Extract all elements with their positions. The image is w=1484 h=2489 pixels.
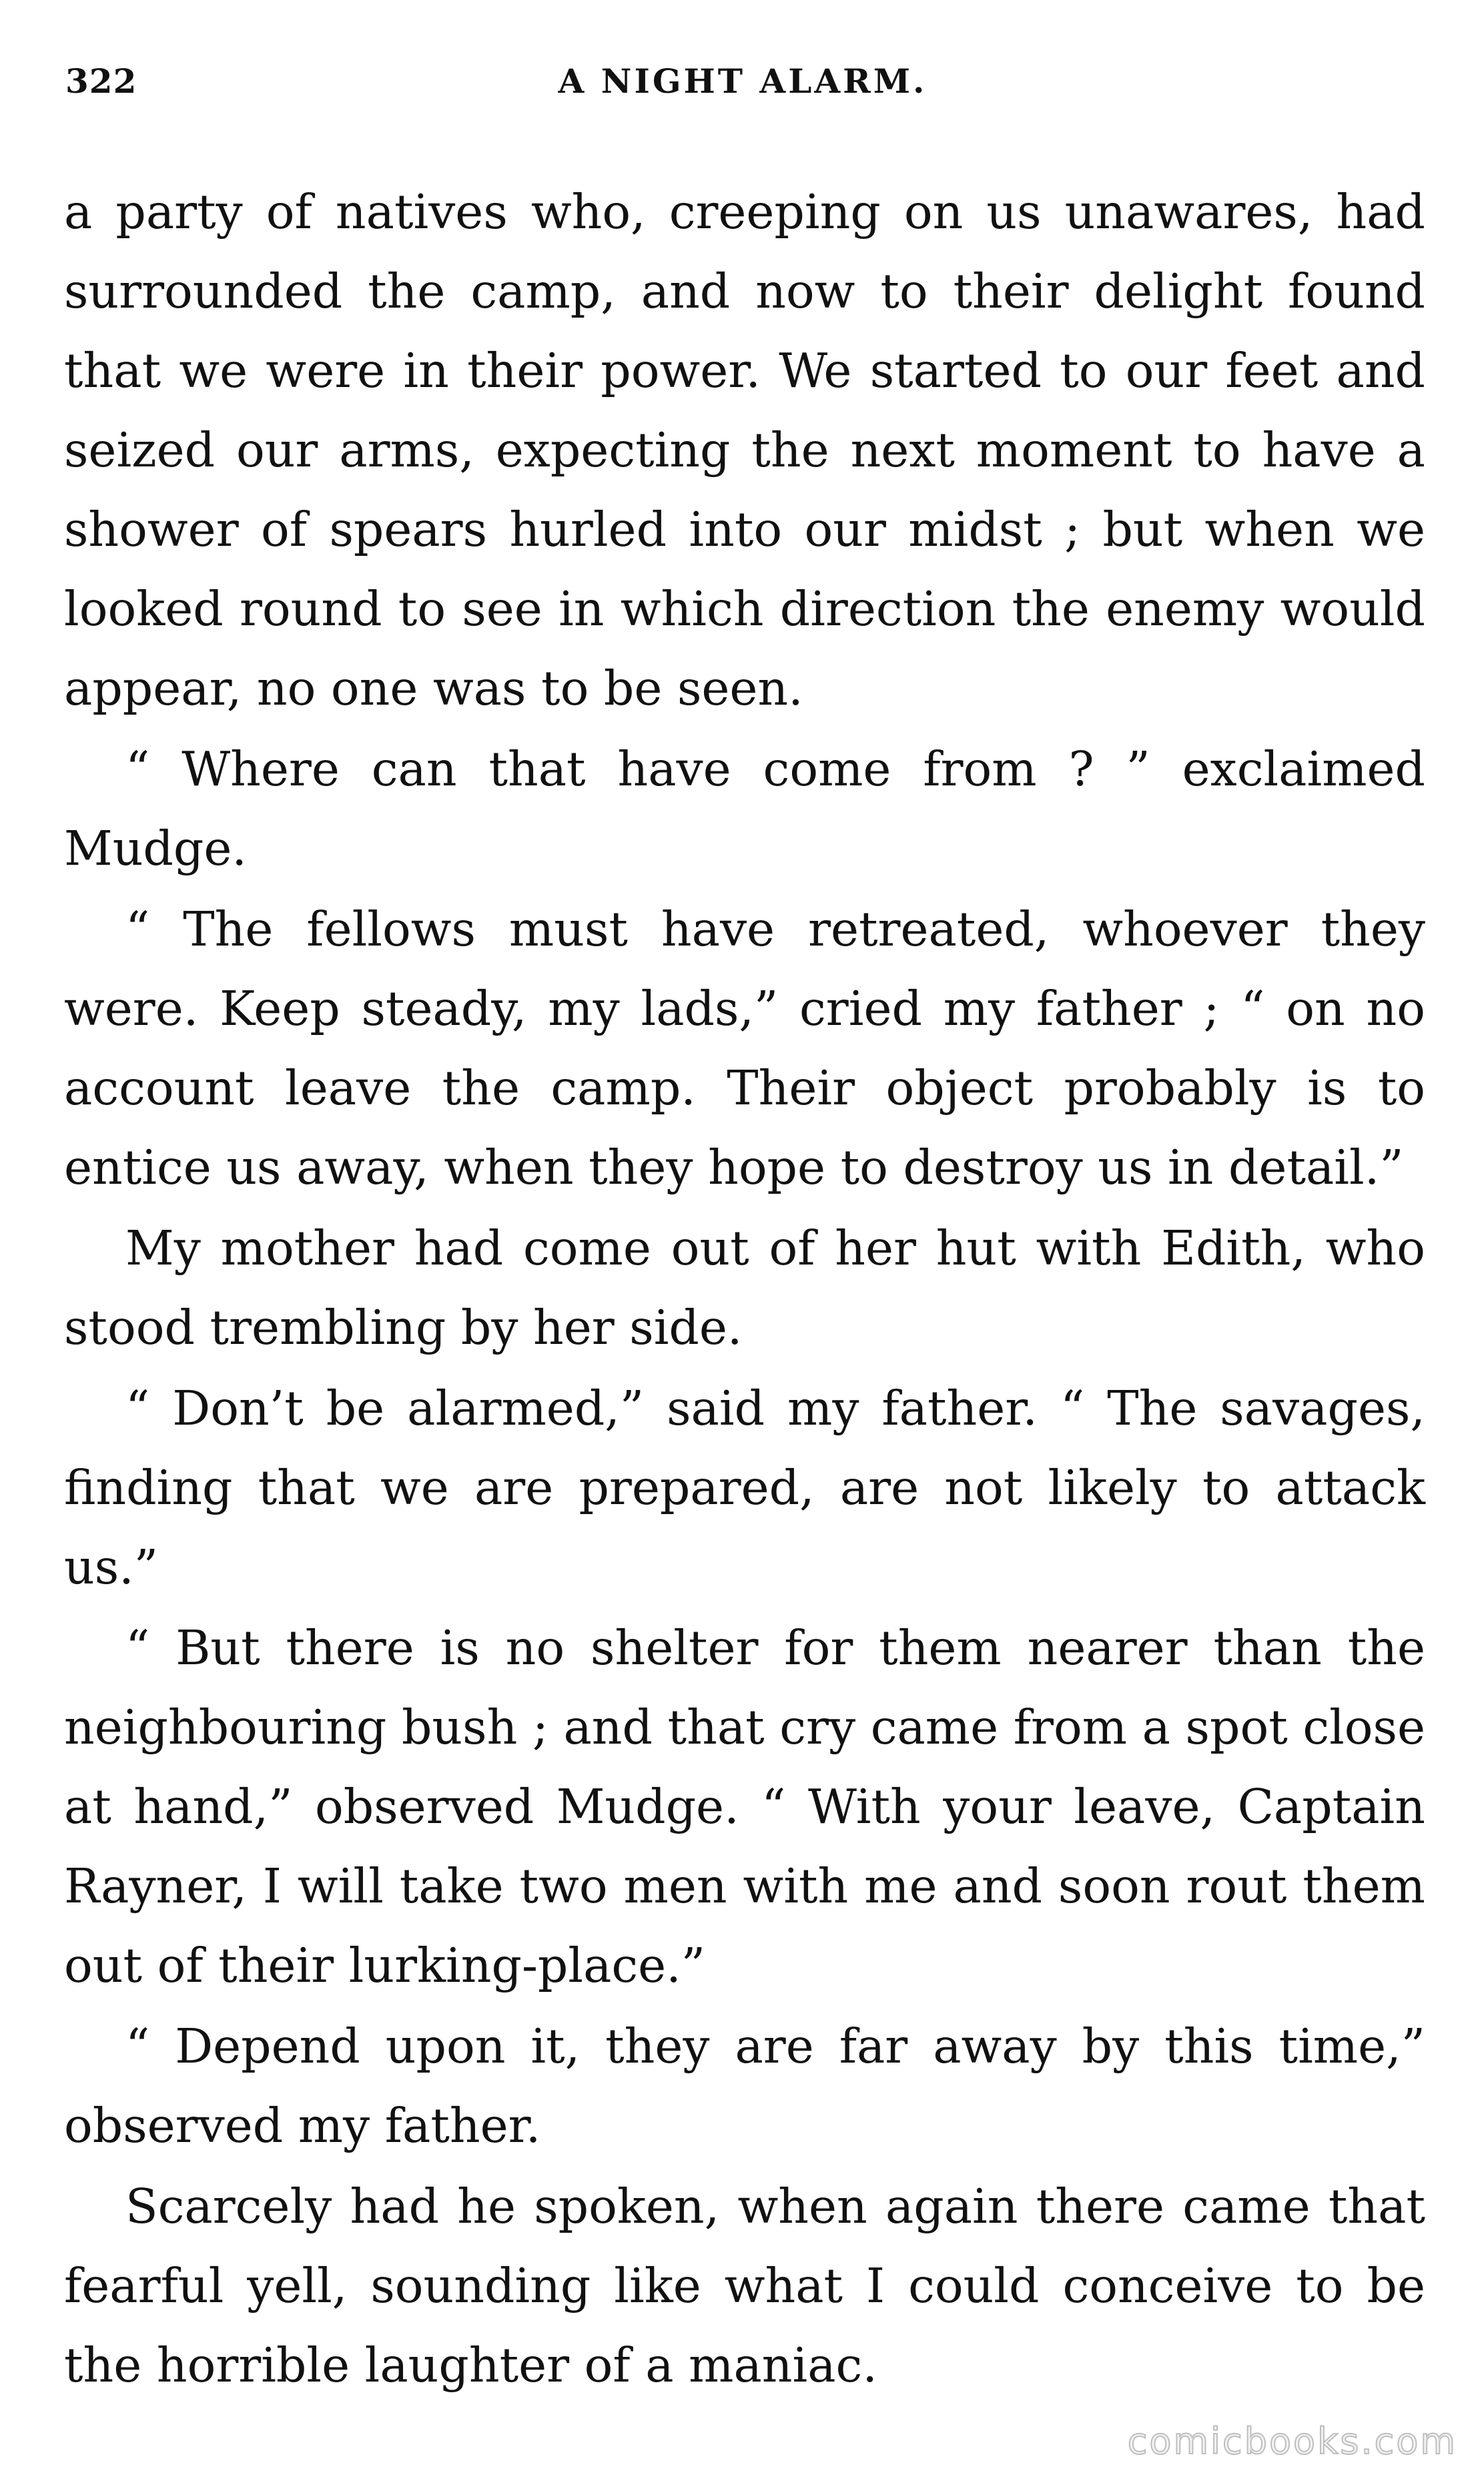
paragraph-1: a party of natives who, creeping on us unawares, had surrounded the camp, and now to their delight found that we were in their power. We started to our feet and seized our arms, expecting the next moment to have a shower of spears hurled into our midst ; but when we looked round to see in which direction the enemy would appear, no one was to be seen. <box>64 184 1425 716</box>
page-number: 322 <box>65 61 137 101</box>
paragraph-5: “ Don’t be alarmed,” said my father. “ The savages, finding that we are prepared, are not likely to attack us.” <box>64 1381 1425 1595</box>
paragraph-2: “ Where can that have come from ? ” exclaimed Mudge. <box>64 741 1425 876</box>
body-text <box>64 172 1425 2405</box>
running-title: A NIGHT ALARM. <box>558 61 928 101</box>
paragraph-8: Scarcely had he spoken, when again there came that fearful yell, sounding like what I could conceive to be the horrible laughter of a maniac. <box>64 2179 1425 2393</box>
running-head <box>65 61 1420 108</box>
paragraph-6: “ But there is no shelter for them nearer than the neighbouring bush ; and that cry came from a spot close at hand,” observed Mudge. “ With your leave, Captain Rayner, I will take two men with me and soon rout them out of their lurking-place.” <box>64 1620 1425 1993</box>
paragraph-4: My mother had come out of her hut with Edith, who stood trembling by her side. <box>64 1220 1425 1355</box>
paragraph-3: “ The fellows must have retreated, whoever they were. Keep steady, my lads,” cried my father ; “ on no account leave the camp. Their object probably is to entice us away, when they hope to destroy us in detail.” <box>64 902 1425 1195</box>
paragraph-7: “ Depend upon it, they are far away by this time,” observed my father. <box>64 2019 1425 2153</box>
watermark: comicbooks.com <box>1127 2420 1457 2462</box>
